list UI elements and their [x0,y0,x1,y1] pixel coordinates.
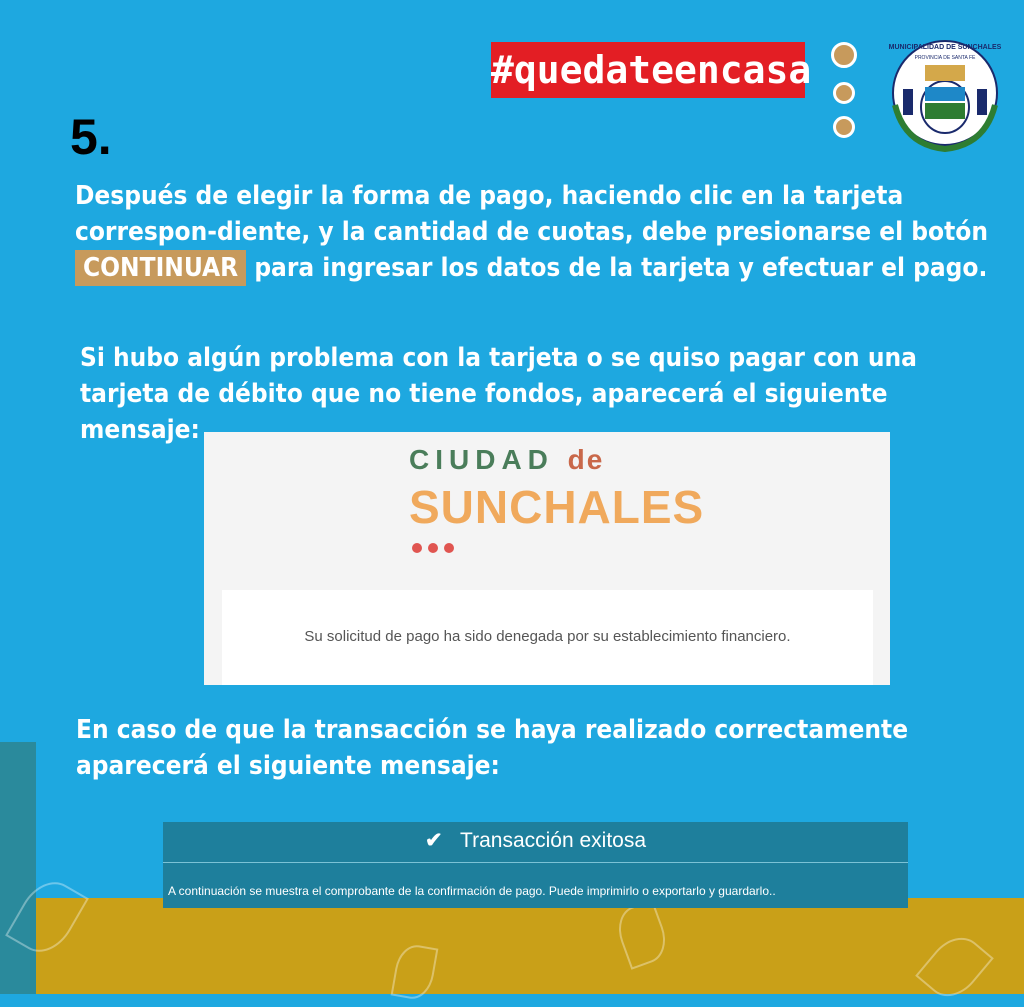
hashtag-banner: #quedateencasa [491,42,805,98]
logo-dots [412,538,460,557]
payment-denied-screenshot [204,432,890,685]
crest-inner-text: PROVINCIA DE SANTA FE [914,55,976,61]
success-subtitle: A continuación se muestra el comprobante de la confirmación de pago. Puede imprimirlo o exportarlo y guardarlo.. [168,884,776,898]
check-icon: ✔ [424,829,443,852]
transaction-success-screenshot [163,822,908,908]
decorative-dot [831,42,857,68]
instruction-paragraph-3: En caso de que la transacción se haya realizado correctamente aparecerá el siguiente mensaje: [76,715,909,781]
instruction-paragraph-2: Si hubo algún problema con la tarjeta o se quiso pagar con una tarjeta de débito que no tiene fondos, aparecerá el siguiente mensaje: [80,343,917,445]
denied-message-text: Su solicitud de pago ha sido denegada por su establecimiento financiero. [304,628,791,645]
logo-sunchales: SUNCHALES [409,481,705,533]
paragraph-1-text-before: Después de elegir la forma de pago, haciendo clic en la tarjeta correspon-diente, y la cantidad de cuotas, debe presionarse el botón [75,181,989,247]
success-header [163,822,908,863]
instruction-paragraph-1 [75,178,995,286]
continuar-button-reference: CONTINUAR [75,250,246,286]
municipality-crest-logo [885,35,1005,155]
logo-ciudad-text: CIUDAD [409,444,554,475]
paragraph-1-text-after: para ingresar los datos de la tarjeta y efectuar el pago. [254,253,988,283]
left-decorative-bar [0,742,36,994]
decorative-dot [833,116,855,138]
denied-message-box [222,590,873,685]
bottom-decorative-band [0,898,1024,994]
crest-arc-text: MUNICIPALIDAD DE SUNCHALES [888,44,1002,51]
decorative-dot [833,82,855,104]
success-title: Transacción exitosa [460,829,647,852]
step-number: 5. [70,109,112,165]
logo-de-text: de [567,444,605,475]
logo-ciudad [409,444,604,476]
